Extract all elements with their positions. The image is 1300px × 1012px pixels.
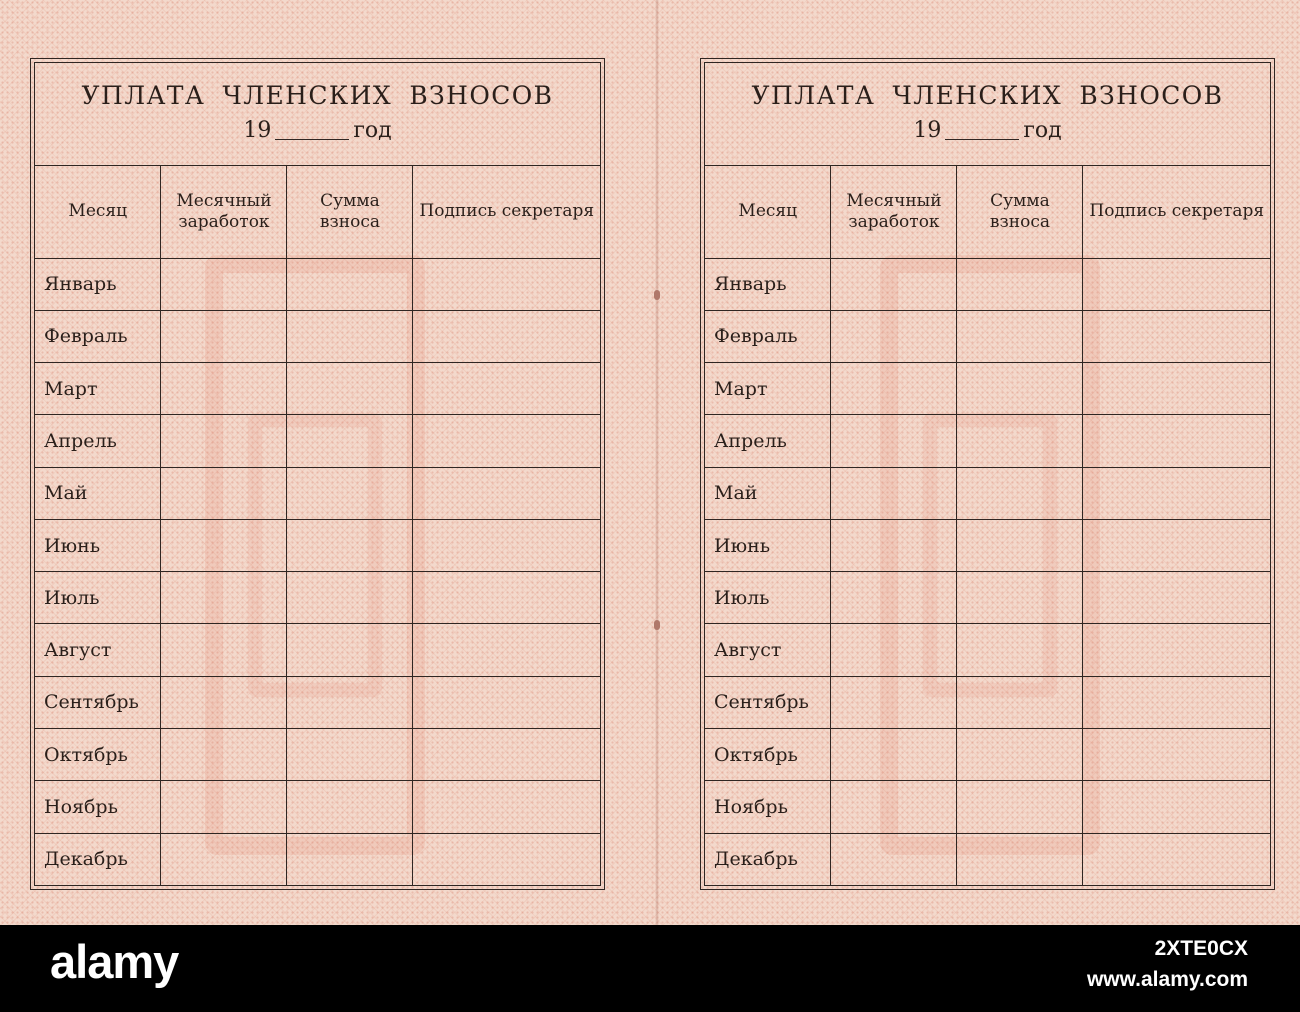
signature-cell[interactable] — [1083, 676, 1270, 728]
salary-cell[interactable] — [831, 415, 957, 467]
signature-cell[interactable] — [1083, 572, 1270, 624]
salary-cell[interactable] — [831, 258, 957, 310]
amount-cell[interactable] — [287, 833, 413, 885]
amount-cell[interactable] — [957, 467, 1083, 519]
month-label: Июнь — [35, 519, 161, 571]
page-frame — [34, 62, 601, 886]
salary-cell[interactable] — [161, 833, 287, 885]
column-header-salary: Месячный заработок — [831, 166, 957, 258]
month-label: Август — [35, 624, 161, 676]
salary-cell[interactable] — [161, 310, 287, 362]
amount-cell[interactable] — [287, 781, 413, 833]
month-label: Ноябрь — [705, 781, 831, 833]
column-header-amount: Сумма взноса — [287, 166, 413, 258]
table-row — [35, 258, 600, 310]
table-row — [705, 519, 1270, 571]
salary-cell[interactable] — [831, 519, 957, 571]
signature-cell[interactable] — [1083, 363, 1270, 415]
table-row — [705, 415, 1270, 467]
table-row — [705, 467, 1270, 519]
table-row — [705, 833, 1270, 885]
page-left — [30, 58, 605, 890]
dues-table — [35, 166, 600, 885]
book-spine — [655, 0, 659, 925]
salary-cell[interactable] — [161, 676, 287, 728]
year-line — [35, 118, 600, 143]
table-row — [35, 676, 600, 728]
amount-cell[interactable] — [287, 467, 413, 519]
signature-cell[interactable] — [1083, 258, 1270, 310]
column-header-signature: Подпись секретаря — [1083, 166, 1270, 258]
stock-image-code: 2XTE0CX — [1154, 937, 1248, 960]
month-label: Май — [35, 467, 161, 519]
amount-cell[interactable] — [957, 833, 1083, 885]
column-header-month: Месяц — [705, 166, 831, 258]
salary-cell[interactable] — [831, 781, 957, 833]
month-label: Декабрь — [705, 833, 831, 885]
month-label: Февраль — [705, 310, 831, 362]
column-header-month: Месяц — [35, 166, 161, 258]
amount-cell[interactable] — [287, 415, 413, 467]
table-row — [35, 310, 600, 362]
amount-cell[interactable] — [957, 572, 1083, 624]
month-label: Май — [705, 467, 831, 519]
amount-cell[interactable] — [957, 415, 1083, 467]
stock-url: www.alamy.com — [1086, 968, 1248, 991]
signature-cell[interactable] — [1083, 624, 1270, 676]
signature-cell[interactable] — [1083, 415, 1270, 467]
month-label: Февраль — [35, 310, 161, 362]
staple-bottom — [654, 620, 660, 630]
amount-cell[interactable] — [957, 310, 1083, 362]
signature-cell[interactable] — [1083, 467, 1270, 519]
page-title: УПЛАТА ЧЛЕНСКИХ ВЗНОСОВ — [81, 81, 554, 110]
salary-cell[interactable] — [831, 363, 957, 415]
year-blank-field[interactable] — [945, 139, 1019, 140]
amount-cell[interactable] — [957, 258, 1083, 310]
month-label: Март — [35, 363, 161, 415]
salary-cell[interactable] — [161, 624, 287, 676]
amount-cell[interactable] — [287, 572, 413, 624]
header-row — [705, 166, 1270, 258]
page-title: УПЛАТА ЧЛЕНСКИХ ВЗНОСОВ — [751, 81, 1224, 110]
salary-cell[interactable] — [161, 572, 287, 624]
table-row — [35, 415, 600, 467]
table-row — [705, 572, 1270, 624]
salary-cell[interactable] — [831, 729, 957, 781]
signature-cell[interactable] — [1083, 833, 1270, 885]
stock-brand-logo: alamy — [50, 935, 179, 988]
table-row — [35, 833, 600, 885]
page-header — [35, 63, 600, 166]
month-label: Январь — [705, 258, 831, 310]
amount-cell[interactable] — [957, 676, 1083, 728]
month-label: Июнь — [705, 519, 831, 571]
signature-cell[interactable] — [413, 415, 600, 467]
signature-cell[interactable] — [413, 467, 600, 519]
table-row — [35, 519, 600, 571]
signature-cell[interactable] — [413, 624, 600, 676]
amount-cell[interactable] — [287, 519, 413, 571]
amount-cell[interactable] — [287, 310, 413, 362]
month-label: Апрель — [35, 415, 161, 467]
month-label: Октябрь — [705, 729, 831, 781]
signature-cell[interactable] — [1083, 519, 1270, 571]
page-header — [705, 63, 1270, 166]
month-label: Ноябрь — [35, 781, 161, 833]
table-row — [705, 624, 1270, 676]
month-label: Август — [705, 624, 831, 676]
table-row — [705, 258, 1270, 310]
year-line — [705, 118, 1270, 143]
salary-cell[interactable] — [161, 415, 287, 467]
month-label: Январь — [35, 258, 161, 310]
table-row — [705, 729, 1270, 781]
month-label: Апрель — [705, 415, 831, 467]
month-label: Июль — [35, 572, 161, 624]
month-label: Декабрь — [35, 833, 161, 885]
page-frame — [704, 62, 1271, 886]
month-label: Сентябрь — [705, 676, 831, 728]
salary-cell[interactable] — [831, 624, 957, 676]
table-row — [35, 572, 600, 624]
table-row — [705, 781, 1270, 833]
salary-cell[interactable] — [831, 676, 957, 728]
column-header-amount: Сумма взноса — [957, 166, 1083, 258]
signature-cell[interactable] — [413, 519, 600, 571]
signature-cell[interactable] — [413, 833, 600, 885]
signature-cell[interactable] — [413, 676, 600, 728]
amount-cell[interactable] — [287, 363, 413, 415]
month-label: Сентябрь — [35, 676, 161, 728]
amount-cell[interactable] — [957, 624, 1083, 676]
table-row — [705, 676, 1270, 728]
amount-cell[interactable] — [287, 676, 413, 728]
signature-cell[interactable] — [413, 310, 600, 362]
signature-cell[interactable] — [413, 572, 600, 624]
year-suffix: год — [1023, 118, 1062, 143]
year-prefix: 19 — [243, 118, 272, 143]
amount-cell[interactable] — [957, 519, 1083, 571]
table-row — [35, 729, 600, 781]
table-row — [35, 467, 600, 519]
year-suffix: год — [353, 118, 392, 143]
table-row — [705, 310, 1270, 362]
salary-cell[interactable] — [831, 467, 957, 519]
salary-cell[interactable] — [831, 572, 957, 624]
month-label: Март — [705, 363, 831, 415]
year-blank-field[interactable] — [275, 139, 349, 140]
signature-cell[interactable] — [413, 781, 600, 833]
amount-cell[interactable] — [287, 258, 413, 310]
table-row — [35, 781, 600, 833]
amount-cell[interactable] — [957, 781, 1083, 833]
signature-cell[interactable] — [1083, 781, 1270, 833]
salary-cell[interactable] — [831, 310, 957, 362]
amount-cell[interactable] — [957, 729, 1083, 781]
salary-cell[interactable] — [831, 833, 957, 885]
year-prefix: 19 — [913, 118, 942, 143]
table-row — [705, 363, 1270, 415]
amount-cell[interactable] — [287, 624, 413, 676]
month-label: Октябрь — [35, 729, 161, 781]
amount-cell[interactable] — [287, 729, 413, 781]
dues-table — [705, 166, 1270, 885]
page-right — [700, 58, 1275, 890]
amount-cell[interactable] — [957, 363, 1083, 415]
signature-cell[interactable] — [413, 258, 600, 310]
salary-cell[interactable] — [161, 467, 287, 519]
month-label: Июль — [705, 572, 831, 624]
salary-cell[interactable] — [161, 363, 287, 415]
table-row — [35, 624, 600, 676]
signature-cell[interactable] — [413, 729, 600, 781]
signature-cell[interactable] — [413, 363, 600, 415]
column-header-salary: Месячный заработок — [161, 166, 287, 258]
signature-cell[interactable] — [1083, 310, 1270, 362]
signature-cell[interactable] — [1083, 729, 1270, 781]
header-row — [35, 166, 600, 258]
salary-cell[interactable] — [161, 729, 287, 781]
table-row — [35, 363, 600, 415]
salary-cell[interactable] — [161, 258, 287, 310]
column-header-signature: Подпись секретаря — [413, 166, 600, 258]
salary-cell[interactable] — [161, 519, 287, 571]
staple-top — [654, 290, 660, 300]
salary-cell[interactable] — [161, 781, 287, 833]
